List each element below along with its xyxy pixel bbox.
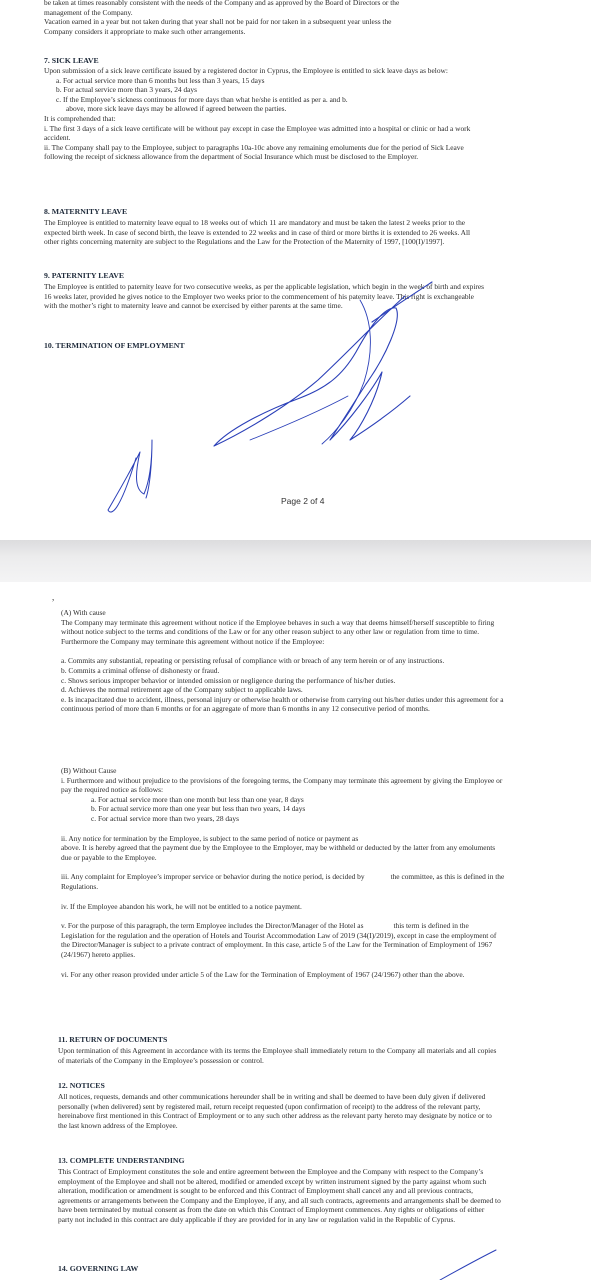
- subsection-label: (A) With cause: [61, 608, 106, 617]
- text-line: the last known address of the Employee.: [58, 1120, 178, 1130]
- list-item: d. Achieves the normal retirement age of the Company subject to applicable laws.: [61, 685, 303, 695]
- text-line: other rights concerning maternity are subject to the Regulations and the Law for the Protection of the Maternity of 1997, [100(I)/1997].: [44, 237, 445, 247]
- initials-stroke: [108, 440, 152, 512]
- text-line: The Employee is entitled to maternity leave equal to 18 weeks out of which 11 are mandatory and must be taken the latest 2 weeks prior to the: [44, 218, 466, 227]
- text-line: All notices, requests, demands and other communications hereunder shall be in writing and shall be deemed to have been duly given if delivered: [58, 1092, 486, 1101]
- page-number: Page 2 of 4: [281, 496, 325, 506]
- text-line: Company considers it appropriate to make such other arrangements.: [44, 26, 246, 36]
- text-line: above. It is hereby agreed that the payment due by the Employee to the Employer, may be withheld or deducted by the latter from any emoluments: [61, 843, 496, 853]
- stray-mark: ,: [52, 592, 55, 602]
- termination-heading: 10. TERMINATION OF EMPLOYMENT: [44, 341, 185, 350]
- subsection-label: (B) Without Cause: [61, 766, 117, 775]
- text-line: vi. For any other reason provided under article 5 of the Law for the Termination of Employment of 1967 (24/1967) other than the above.: [61, 969, 465, 979]
- text-line: ii. The Company shall pay to the Employee, subject to paragraphs 10a-10c above any remaining emoluments due for the period of Sick Leave: [44, 142, 464, 152]
- text-line: personally (when delivered) sent by registered mail, return receipt requested (upon confirmation of receipt) to the address of the relevant party,: [58, 1101, 481, 1111]
- list-item: e. Is incapacitated due to accident, illness, personal injury or otherwise health or otherwise from carrying out his/her duties under this agreement for a: [61, 694, 504, 704]
- text-line: (24/1967) hereto applies.: [61, 949, 136, 959]
- text-line: Legislation for the regulation and the operation of Hotels and Tourist Accommodation Law of 2019 (34(I)/2019), except in case the employment of: [61, 930, 497, 940]
- notices-heading: 12. NOTICES: [58, 1081, 105, 1090]
- text-line: party not included in this contract are duly applicable if they are provided for in any law or regulation valid in the Republic of Cyprus.: [58, 1214, 456, 1224]
- text-line: the Director/Manager is subject to a private contract of employment. In this case, article 5 of the Law for the Termination of Employment of 1967: [61, 940, 493, 950]
- text-line: alteration, modification or amendment is sought to be enforced and this Contract of Employment shall cancel any and all previous contracts,: [58, 1186, 473, 1196]
- signature-stroke: [440, 1250, 496, 1280]
- text-line: This Contract of Employment constitutes the sole and entire agreement between the Employee and the Company with respect to the Company’s: [58, 1167, 484, 1176]
- complete-understanding-heading: 13. COMPLETE UNDERSTANDING: [58, 1156, 185, 1165]
- text-line: of materials of the Company in the Employee’s possession or control.: [58, 1055, 264, 1065]
- text-line: employment of the Employee and shall not be altered, modified or amended except by written instrument signed by the party against whom such: [58, 1176, 487, 1186]
- text-line: without notice subject to the terms and conditions of the Law or for any other reason subject to any other law or regulation from time to time.: [61, 627, 480, 637]
- return-of-documents-heading: 11. RETURN OF DOCUMENTS: [58, 1035, 168, 1044]
- text-line: with the mother’s right to maternity leave and cannot be exercised by either parents at the same time.: [44, 301, 343, 311]
- page-separator: [0, 540, 591, 582]
- list-item: b. Commits a criminal offense of dishonesty or fraud.: [61, 665, 220, 675]
- paternity-leave-heading: 9. PATERNITY LEAVE: [44, 271, 125, 280]
- signature-fragment: [0, 582, 591, 1280]
- text-line: i. The first 3 days of a sick leave certificate will be without pay except in case the Employee was admitted into a hospital or clinic or had a work: [44, 123, 471, 133]
- text-line: iv. If the Employee abandon his work, he will not be entitled to a notice payment.: [61, 901, 302, 911]
- text-fragment: iii. Any complaint for Employee’s improper service or behavior during the notice period, is decided by: [61, 872, 365, 882]
- list-item: b. For actual service more than 3 years, 24 days: [56, 85, 197, 95]
- text-line: Upon termination of this Agreement in accordance with its terms the Employee shall immediately return to the Company all materials and all copies: [58, 1046, 497, 1055]
- document-page-3: [0, 582, 591, 1280]
- text-fragment: this term is defined in the: [393, 921, 469, 931]
- text-line: due or payable to the Employee.: [61, 852, 157, 862]
- text-line: following the receipt of sickness allowance from the department of Social Insurance which must be disclosed to the Employer.: [44, 152, 419, 162]
- text-line: The Company may terminate this agreement without notice if the Employee behaves in such a way that deems himself/herself susceptible to firing: [61, 617, 495, 627]
- text-fragment: v. For the purpose of this paragraph, the term Employee includes the Director/Manager of the Hotel as: [61, 921, 364, 931]
- text-fragment: the committee, as this is defined in the: [390, 872, 505, 882]
- text-line: The Employee is entitled to paternity leave for two consecutive weeks, as per the applicable legislation, which begin in the week of birth and expires: [44, 282, 485, 291]
- text-line: have been terminated by mutual consent as from the date on which this Contract of Employment commences. Any rights or obligations of either: [58, 1205, 485, 1215]
- text-line: expected birth week. In case of second birth, the leave is extended to 22 weeks and in case of third or more births it is extended to 26 weeks. All: [44, 227, 471, 237]
- text-line: Furthermore the Company may terminate this agreement without notice if the Employee:: [61, 636, 325, 646]
- text-line: i. Furthermore and without prejudice to the provisions of the foregoing terms, the Company may terminate this agreement by giving the Employee or: [61, 775, 503, 785]
- list-item: continuous period of more than 6 months or for an aggregate of more than 6 months in any 12 consecutive period of months.: [61, 704, 430, 714]
- list-item: c. Shows serious improper behavior or intended omission or negligence during the performance of his/her duties.: [61, 675, 396, 685]
- text-line: accident.: [44, 133, 71, 143]
- list-item-continued: above, more sick leave days may be allowed if agreed between the parties.: [66, 104, 287, 114]
- text-line: Upon submission of a sick leave certificate issued by a registered doctor in Cyprus, the Employee is entitled to sick leave days as below:: [44, 66, 448, 75]
- governing-law-heading: 14. GOVERNING LAW: [58, 1264, 139, 1273]
- text-line: Vacation earned in a year but not taken during that year shall not be paid for nor taken in a subsequent year unless the: [44, 17, 392, 27]
- list-item: a. For actual service more than 6 months but less than 3 years, 15 days: [56, 75, 265, 85]
- list-item: b. For actual service more than one year but less than two years, 14 days: [91, 804, 306, 814]
- sick-leave-heading: 7. SICK LEAVE: [44, 56, 99, 65]
- list-item: a. Commits any substantial, repeating or persisting refusal of compliance with or breach of any term herein or of any instructions.: [61, 656, 445, 666]
- text-line: hereinabove first mentioned in this Contract of Employment or to any such other address as the relevant party hereto may designate by notice or to: [58, 1111, 492, 1121]
- maternity-leave-heading: 8. MATERNITY LEAVE: [44, 207, 128, 216]
- text-line: be taken at times reasonably consistent with the needs of the Company and as approved by the Board of Directors or the: [44, 0, 400, 7]
- handwritten-signatures: [0, 0, 591, 540]
- text-line: It is comprehended that:: [44, 113, 116, 123]
- text-line: management of the Company.: [44, 7, 133, 17]
- text-line: ii. Any notice for termination by the Employee, is subject to the same period of notice or payment as: [61, 833, 359, 843]
- document-page-2: [0, 0, 591, 540]
- text-line: agreements or arrangements between the Company and the Employee, if any, and all such contracts, agreements and arrangements shall be deemed to: [58, 1195, 501, 1205]
- text-line: 16 weeks later, provided he gives notice to the Employer two weeks prior to the commencement of his paternity leave. This right is exchangeable: [44, 291, 474, 301]
- signature-stroke: [214, 296, 410, 446]
- list-item: c. For actual service more than two years, 28 days: [91, 813, 239, 823]
- list-item: c. If the Employee’s sickness continuous for more days than what he/she is entitled as per a. and b.: [56, 94, 348, 104]
- text-line: Regulations.: [61, 881, 99, 891]
- text-line: pay the required notice as follows:: [61, 785, 164, 795]
- list-item: a. For actual service more than one month but less than one year, 8 days: [91, 794, 304, 804]
